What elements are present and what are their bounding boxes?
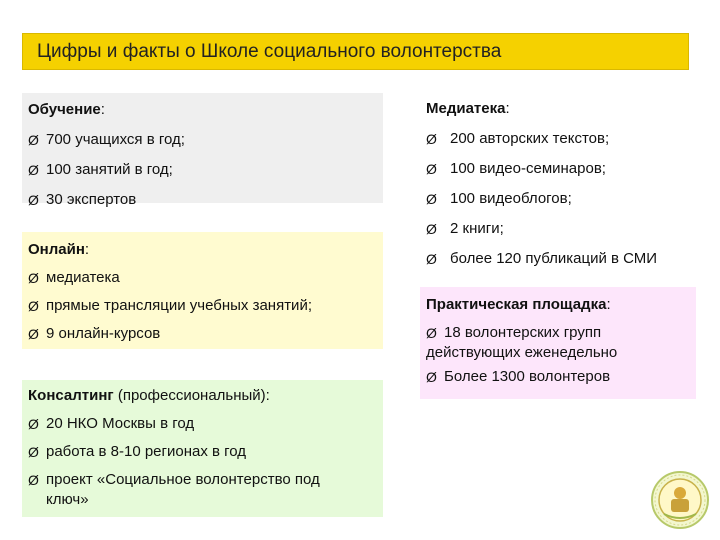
list-item: Ø 100 занятий в год; bbox=[28, 155, 377, 185]
list-item: Ø работа в 8-10 регионах в год bbox=[28, 438, 377, 466]
list-item: Ø более 120 публикаций в СМИ bbox=[426, 244, 704, 274]
list-item: Ø медиатека bbox=[28, 264, 377, 292]
practice-heading: Практическая площадка: bbox=[426, 296, 611, 313]
practice-panel bbox=[420, 287, 696, 399]
list-item: Ø 100 видеоблогов; bbox=[426, 184, 704, 214]
list-item: Ø прямые трансляции учебных занятий; bbox=[28, 292, 377, 320]
consulting-heading: Консалтинг (профессиональный): bbox=[28, 387, 270, 404]
list-item: Ø 100 видео-семинаров; bbox=[426, 154, 704, 184]
school-emblem-icon bbox=[650, 470, 710, 530]
education-panel bbox=[22, 93, 383, 208]
online-heading: Онлайн: bbox=[28, 241, 90, 258]
practice-list bbox=[426, 319, 690, 387]
list-item: Ø 30 экспертов bbox=[28, 185, 377, 215]
online-panel bbox=[22, 232, 383, 349]
slide-title bbox=[22, 33, 689, 70]
arrow-bullet-icon: Ø bbox=[426, 131, 437, 147]
consulting-list bbox=[28, 410, 377, 510]
arrow-bullet-icon: Ø bbox=[28, 132, 39, 148]
school-logo bbox=[650, 470, 710, 530]
arrow-bullet-icon: Ø bbox=[28, 192, 39, 208]
arrow-bullet-icon: Ø bbox=[28, 444, 39, 460]
list-item: Ø 20 НКО Москвы в год bbox=[28, 410, 377, 438]
media-panel bbox=[420, 92, 710, 267]
list-item: Ø Более 1300 волонтеров bbox=[426, 368, 611, 385]
arrow-bullet-icon: Ø bbox=[426, 251, 437, 267]
online-list bbox=[28, 264, 377, 348]
list-item: Ø 18 волонтерских групп bbox=[426, 324, 602, 341]
arrow-bullet-icon: Ø bbox=[28, 298, 39, 314]
arrow-bullet-icon: Ø bbox=[426, 325, 437, 341]
arrow-bullet-icon: Ø bbox=[426, 369, 437, 385]
arrow-bullet-icon: Ø bbox=[28, 416, 39, 432]
arrow-bullet-icon: Ø bbox=[426, 191, 437, 207]
media-heading: Медиатека: bbox=[426, 100, 510, 117]
arrow-bullet-icon: Ø bbox=[28, 162, 39, 178]
arrow-bullet-icon: Ø bbox=[426, 221, 437, 237]
arrow-bullet-icon: Ø bbox=[426, 161, 437, 177]
media-list bbox=[426, 124, 704, 274]
arrow-bullet-icon: Ø bbox=[28, 326, 39, 342]
arrow-bullet-icon: Ø bbox=[28, 270, 39, 286]
arrow-bullet-icon: Ø bbox=[28, 472, 39, 488]
education-heading: Обучение: bbox=[28, 101, 105, 118]
slide-title-text: Цифры и факты о Школе социального волонтерства bbox=[37, 40, 502, 62]
list-item: Ø 9 онлайн-курсов bbox=[28, 320, 377, 348]
list-item: Ø 700 учащихся в год; bbox=[28, 125, 377, 155]
consulting-panel bbox=[22, 380, 383, 517]
list-item: Ø 2 книги; bbox=[426, 214, 704, 244]
list-item-continuation: действующих еженедельно bbox=[426, 344, 618, 361]
list-item: Ø проект «Социальное волонтерство под ключ» bbox=[28, 471, 320, 508]
education-list bbox=[28, 125, 377, 215]
list-item: Ø 200 авторских текстов; bbox=[426, 124, 704, 154]
